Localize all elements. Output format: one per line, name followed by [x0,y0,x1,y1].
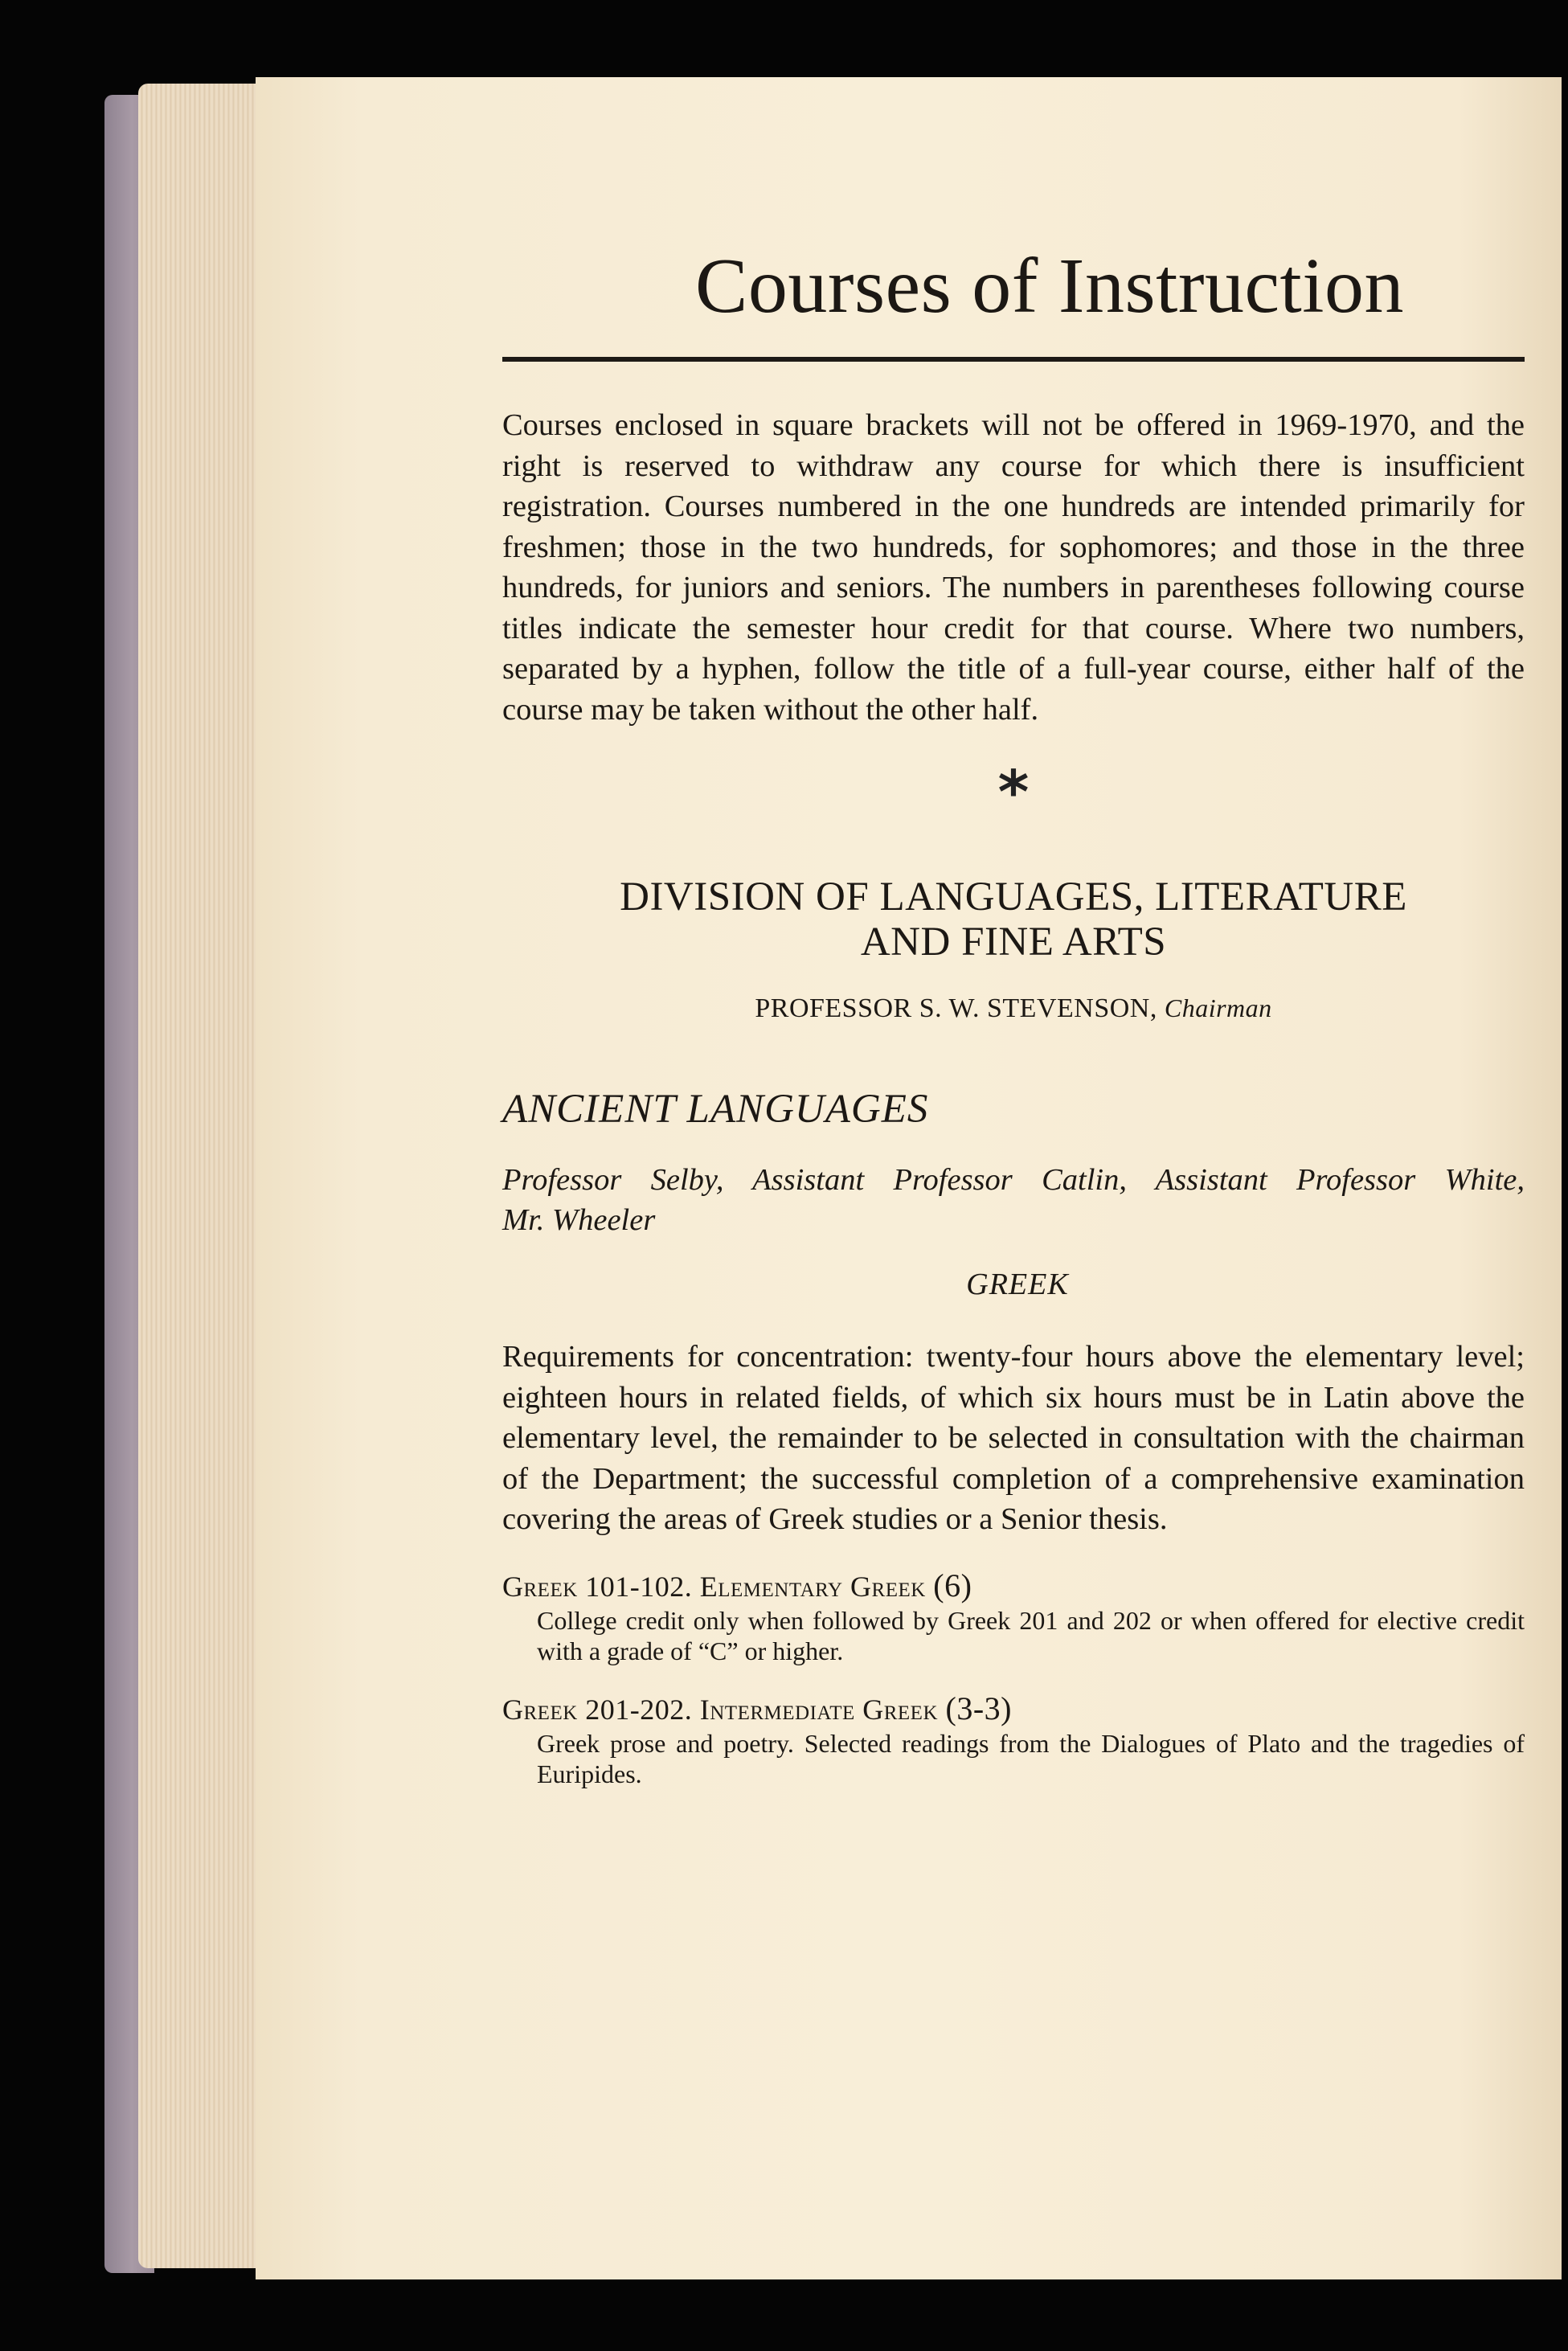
course-code: Greek 101-102. [502,1570,693,1603]
course-name: Intermediate Greek [699,1693,938,1726]
intro-paragraph: Courses enclosed in square brackets will not be offered in 1969-1970, and the right is reserved to withdraw any course for which there is insufficient registration. Courses numbered in the one hundreds are intended primarily for freshmen; those in the two hundreds, for sophomores; and those in the three hundreds, for juniors and seniors. The numbers in parentheses following course titles indicate the semester hour credit for that course. Where two numbers, separated by a hyphen, follow the title of a full-year course, either half of the course may be taken without the other half. [502,408,1525,727]
section-heading: ANCIENT LANGUAGES [502,1087,929,1132]
course-entry [502,1690,1525,1789]
course-heading [502,1567,1525,1605]
asterisk-separator: * [997,758,1030,827]
division-heading [502,874,1525,965]
subject-heading: GREEK [966,1268,1069,1301]
course-name: Elementary Greek [699,1570,926,1603]
page-stack-edges [138,84,267,2268]
course-heading [502,1690,1525,1728]
page-title: Courses of Instruction [695,243,1404,330]
division-chairman [502,992,1525,1025]
course-credit: (3-3) [945,1690,1012,1726]
chairman-name: PROFESSOR S. W. STEVENSON, [755,993,1157,1023]
page-content [502,238,1525,1789]
chairman-role: Chairman [1164,993,1272,1022]
division-heading-line-2: AND FINE ARTS [860,920,1167,965]
course-entry [502,1567,1525,1666]
faculty-line-1: Professor Selby, Assistant Professor Catlin, Assistant Professor White, [502,1163,1525,1197]
course-description: Greek prose and poetry. Selected readings from the Dialogues of Plato and the tragedies of Euripides. [537,1728,1525,1788]
division-heading-line-1: DIVISION OF LANGUAGES, LITERATURE [620,874,1407,920]
faculty-line-2: Mr. Wheeler [502,1203,656,1237]
requirements-paragraph: Requirements for concentration: twenty-four hours above the elementary level; eighteen hours in related fields, of which six hours must be in Latin above the elementary level, the remainder to be selected in consultation with the chairman of the Department; the successful completion of a comprehensive examination covering the areas of Greek studies or a Senior thesis. [502,1340,1525,1536]
course-code: Greek 201-202. [502,1693,693,1726]
course-description: College credit only when followed by Greek 201 and 202 or when offered for elective credit with a grade of “C” or higher. [537,1605,1525,1665]
title-rule [502,357,1525,362]
course-credit: (6) [933,1567,972,1604]
